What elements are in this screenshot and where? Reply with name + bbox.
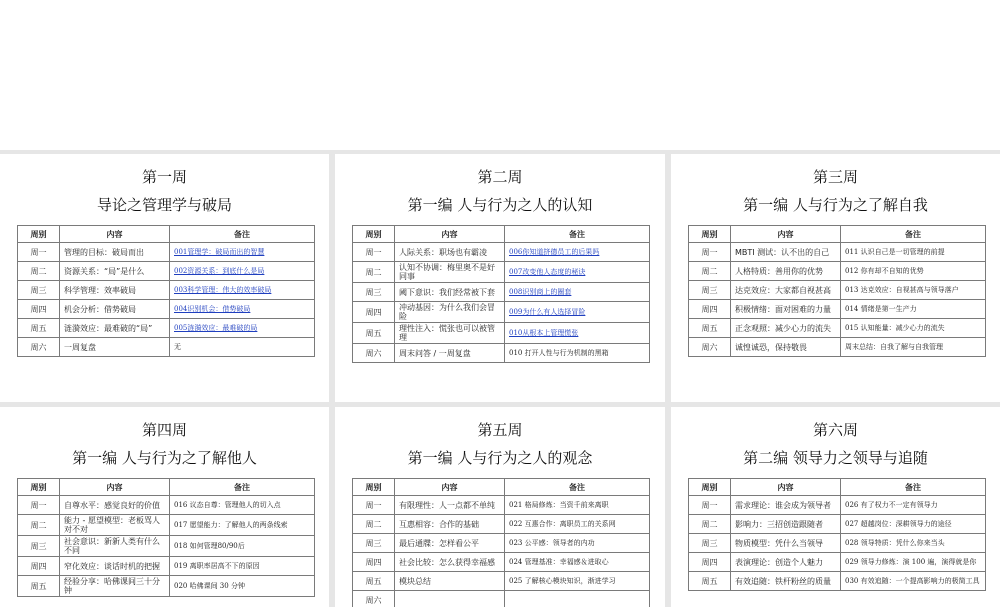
schedule-table (352, 225, 650, 363)
table-row (18, 496, 315, 515)
table-row (689, 572, 986, 591)
week-card (335, 407, 665, 607)
content-cell: 资源关系：“局”是什么 (60, 262, 170, 281)
day-cell: 周五 (353, 323, 395, 344)
note-cell: 021 格局修炼：当资千前来离职 (505, 496, 650, 515)
note-link[interactable]: 010从根本上管理慌张 (505, 323, 650, 344)
day-cell: 周三 (689, 534, 731, 553)
day-cell: 周一 (18, 243, 60, 262)
blank-top-area (0, 0, 1000, 150)
content-cell: 诚惶诚恐，保持敬畏 (731, 338, 841, 357)
day-cell: 周一 (353, 496, 395, 515)
note-cell: 019 离职率居高不下的原因 (170, 557, 315, 576)
schedule-table (17, 225, 315, 357)
day-cell: 周一 (18, 496, 60, 515)
note-cell: 011 认识自己是一切管理的前提 (841, 243, 986, 262)
table-row (18, 262, 315, 281)
day-cell: 周二 (689, 262, 731, 281)
content-cell: 最后通牒：怎样看公平 (395, 534, 505, 553)
note-cell: 013 达克效应：自视甚高与领导落户 (841, 281, 986, 300)
table-row (353, 591, 650, 607)
content-cell: 模块总结 (395, 572, 505, 591)
note-cell: 024 管理基准：幸福感＆进取心 (505, 553, 650, 572)
note-cell: 022 互惠合作：离职员工的关系网 (505, 515, 650, 534)
content-cell: 正念观照：减少心力的流失 (731, 319, 841, 338)
content-cell: 自尊水平：感觉良好的价值 (60, 496, 170, 515)
content-cell: 达克效应：大家都自视甚高 (731, 281, 841, 300)
table-row (689, 300, 986, 319)
note-cell (505, 591, 650, 607)
table-row (689, 281, 986, 300)
content-cell: 积极情绪：面对困难的力量 (731, 300, 841, 319)
content-cell: 能力 - 愿望模型：老板骂人对不对 (60, 515, 170, 536)
table-row (353, 572, 650, 591)
table-row (353, 323, 650, 344)
table-row (18, 557, 315, 576)
day-cell: 周二 (353, 515, 395, 534)
table-row (689, 319, 986, 338)
note-cell: 010 打开人性与行为机制的黑箱 (505, 344, 650, 363)
note-cell: 016 议态自尊：管理他人的切入点 (170, 496, 315, 515)
table-row (18, 576, 315, 597)
table-row (689, 338, 986, 357)
day-cell: 周三 (18, 281, 60, 300)
content-cell: 涟漪效应：最难破的“局” (60, 319, 170, 338)
schedule-table (17, 478, 315, 597)
content-cell: 周末问答 / 一周复盘 (395, 344, 505, 363)
table-row (18, 300, 315, 319)
note-cell: 018 如何管理80/90后 (170, 536, 315, 557)
table-row (18, 536, 315, 557)
note-cell: 029 领导力修炼：演 100 遍，演得就是你 (841, 553, 986, 572)
column-header-content: 内容 (395, 479, 505, 496)
column-header-week: 周别 (18, 226, 60, 243)
note-link[interactable]: 007改变他人态度的秘诀 (505, 262, 650, 283)
content-cell: 科学管理：效率破局 (60, 281, 170, 300)
table-row (689, 534, 986, 553)
note-link[interactable]: 004识别机会：借势破局 (170, 300, 315, 319)
note-link[interactable]: 008识别商上的圈套 (505, 283, 650, 302)
day-cell: 周五 (353, 572, 395, 591)
content-cell: 阈下意识：我们经常被下套 (395, 283, 505, 302)
schedule-table (688, 225, 986, 357)
day-cell: 周二 (18, 262, 60, 281)
column-header-note: 备注 (170, 479, 315, 496)
week-heading: 第五周 (335, 420, 665, 440)
content-cell: 有效追随：铁杆粉丝的质量 (731, 572, 841, 591)
note-cell: 027 超越岗位：深耕领导力的途径 (841, 515, 986, 534)
content-cell: MBTI 测试：认不出的自己 (731, 243, 841, 262)
content-cell: 人际关系：职场也有霸凌 (395, 243, 505, 262)
note-cell: 无 (170, 338, 315, 357)
week-topic-title: 导论之管理学与破局 (0, 195, 329, 215)
table-row (353, 553, 650, 572)
column-header-week: 周别 (18, 479, 60, 496)
column-header-week: 周别 (353, 226, 395, 243)
content-cell: 有限理性：人一点都不单纯 (395, 496, 505, 515)
note-cell: 015 认知能量：减少心力的流失 (841, 319, 986, 338)
table-header-row (18, 479, 315, 496)
table-row (353, 515, 650, 534)
schedule-table (352, 478, 650, 607)
day-cell: 周四 (689, 300, 731, 319)
week-heading: 第一周 (0, 167, 329, 187)
column-header-note: 备注 (841, 226, 986, 243)
column-header-note: 备注 (841, 479, 986, 496)
content-cell: 冲动基因：为什么我们会冒险 (395, 302, 505, 323)
content-cell: 管理的目标：破局而出 (60, 243, 170, 262)
table-row (353, 283, 650, 302)
day-cell: 周六 (689, 338, 731, 357)
day-cell: 周二 (353, 262, 395, 283)
content-cell: 需求理论：谁会成为领导者 (731, 496, 841, 515)
content-cell (395, 591, 505, 607)
table-header-row (18, 226, 315, 243)
day-cell: 周四 (18, 300, 60, 319)
column-header-note: 备注 (505, 226, 650, 243)
week-heading: 第三周 (671, 167, 1000, 187)
column-header-note: 备注 (170, 226, 315, 243)
table-row (18, 338, 315, 357)
day-cell: 周二 (18, 515, 60, 536)
day-cell: 周一 (353, 243, 395, 262)
table-row (353, 302, 650, 323)
note-cell: 周末总结：自我了解与自我管理 (841, 338, 986, 357)
day-cell: 周五 (689, 572, 731, 591)
note-link[interactable]: 009为什么有人选择冒险 (505, 302, 650, 323)
week-card (671, 407, 1000, 607)
week-card (335, 154, 665, 402)
note-cell: 014 情绪是第一生产力 (841, 300, 986, 319)
content-cell: 表演理论：创造个人魅力 (731, 553, 841, 572)
note-link[interactable]: 005涟漪效应：最难破的局 (170, 319, 315, 338)
day-cell: 周四 (689, 553, 731, 572)
day-cell: 周五 (18, 319, 60, 338)
week-card (0, 407, 329, 607)
table-header-row (353, 226, 650, 243)
column-header-content: 内容 (731, 479, 841, 496)
column-header-content: 内容 (60, 226, 170, 243)
schedule-table (688, 478, 986, 591)
note-cell: 026 有了权力不一定有领导力 (841, 496, 986, 515)
week-heading: 第六周 (671, 420, 1000, 440)
day-cell: 周六 (353, 344, 395, 363)
table-row (689, 553, 986, 572)
week-card (671, 154, 1000, 402)
table-row (353, 496, 650, 515)
content-cell: 理性注入：慌张也可以被管理 (395, 323, 505, 344)
week-topic-title: 第一编 人与行为之了解他人 (0, 448, 329, 468)
table-header-row (689, 479, 986, 496)
table-header-row (689, 226, 986, 243)
day-cell: 周二 (689, 515, 731, 534)
note-link[interactable]: 002资源关系：到底什么是局 (170, 262, 315, 281)
day-cell: 周四 (353, 302, 395, 323)
week-card (0, 154, 329, 402)
content-cell: 一周复盘 (60, 338, 170, 357)
column-header-note: 备注 (505, 479, 650, 496)
week-topic-title: 第一编 人与行为之了解自我 (671, 195, 1000, 215)
note-cell: 020 哈佛课间 30 分钟 (170, 576, 315, 597)
day-cell: 周六 (18, 338, 60, 357)
column-header-content: 内容 (395, 226, 505, 243)
content-cell: 认知不协调：梅里奥不是好同事 (395, 262, 505, 283)
note-cell: 023 公平感：领导者的内功 (505, 534, 650, 553)
content-cell: 物质模型：凭什么当领导 (731, 534, 841, 553)
day-cell: 周六 (353, 591, 395, 607)
note-cell: 012 你有却不自知的优势 (841, 262, 986, 281)
day-cell: 周四 (18, 557, 60, 576)
week-heading: 第二周 (335, 167, 665, 187)
table-row (689, 262, 986, 281)
note-link[interactable]: 006你知道挤德员工的后果吗 (505, 243, 650, 262)
week-topic-title: 第一编 人与行为之人的认知 (335, 195, 665, 215)
table-row (689, 515, 986, 534)
note-cell: 025 了解核心模块知识，渐进学习 (505, 572, 650, 591)
table-header-row (353, 479, 650, 496)
week-heading: 第四周 (0, 420, 329, 440)
week-topic-title: 第一编 人与行为之人的观念 (335, 448, 665, 468)
content-cell: 互惠相容：合作的基础 (395, 515, 505, 534)
content-cell: 窄化效应：谈话时机的把握 (60, 557, 170, 576)
day-cell: 周三 (353, 534, 395, 553)
table-row (18, 243, 315, 262)
table-row (353, 262, 650, 283)
day-cell: 周三 (689, 281, 731, 300)
day-cell: 周四 (353, 553, 395, 572)
table-row (353, 534, 650, 553)
content-cell: 社会意识：新新人类有什么不同 (60, 536, 170, 557)
week-topic-title: 第二编 领导力之领导与追随 (671, 448, 1000, 468)
table-row (689, 496, 986, 515)
table-row (353, 344, 650, 363)
column-header-week: 周别 (353, 479, 395, 496)
table-row (18, 319, 315, 338)
content-cell: 影响力：三招创造跟随者 (731, 515, 841, 534)
note-cell: 030 有效追随：一个提高影响力的极简工具 (841, 572, 986, 591)
table-row (689, 243, 986, 262)
column-header-content: 内容 (60, 479, 170, 496)
note-link[interactable]: 003科学管理：伟大的效率破局 (170, 281, 315, 300)
content-cell: 机会分析：借势破局 (60, 300, 170, 319)
column-header-week: 周别 (689, 226, 731, 243)
day-cell: 周五 (18, 576, 60, 597)
day-cell: 周一 (689, 496, 731, 515)
day-cell: 周三 (18, 536, 60, 557)
day-cell: 周三 (353, 283, 395, 302)
content-cell: 经验分享：哈佛课间三十分钟 (60, 576, 170, 597)
note-cell: 017 愿望能力：了解他人的两条线索 (170, 515, 315, 536)
content-cell: 人格特质：善用你的优势 (731, 262, 841, 281)
column-header-content: 内容 (731, 226, 841, 243)
content-cell: 社会比较：怎么获得幸福感 (395, 553, 505, 572)
table-row (18, 281, 315, 300)
note-cell: 028 领导特质：凭什么你来当头 (841, 534, 986, 553)
note-link[interactable]: 001管理学：破局而出的智慧 (170, 243, 315, 262)
table-row (353, 243, 650, 262)
day-cell: 周五 (689, 319, 731, 338)
table-row (18, 515, 315, 536)
column-header-week: 周别 (689, 479, 731, 496)
day-cell: 周一 (689, 243, 731, 262)
